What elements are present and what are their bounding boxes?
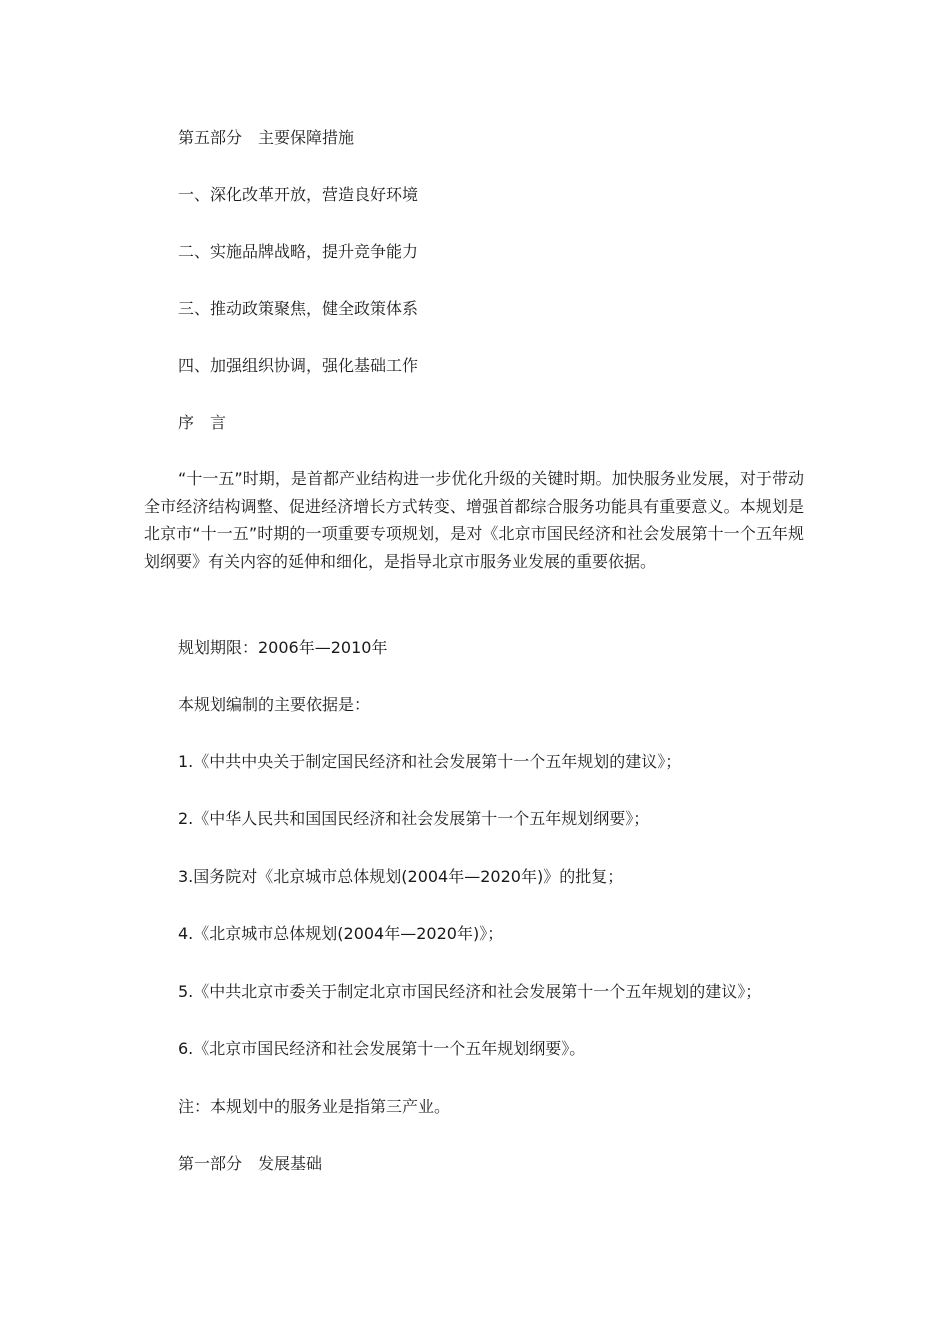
toc-item-2: 二、实施品牌战略，提升竞争能力 — [178, 242, 419, 261]
part1-heading: 第一部分 发展基础 — [178, 1154, 323, 1173]
toc-item-3: 三、推动政策聚焦，健全政策体系 — [178, 299, 419, 318]
toc-item-1: 一、深化改革开放，营造良好环境 — [178, 185, 419, 204]
basis-item-5: 5.《中共北京市委关于制定北京市国民经济和社会发展第十一个五年规划的建议》； — [178, 982, 762, 1001]
toc-part5-heading: 第五部分 主要保障措施 — [178, 128, 355, 147]
basis-item-3: 3.国务院对《北京城市总体规划(2004年—2020年)》的批复； — [178, 867, 624, 886]
toc-item-4: 四、加强组织协调，强化基础工作 — [178, 356, 419, 375]
basis-item-1: 1.《中共中央关于制定国民经济和社会发展第十一个五年规划的建议》； — [178, 752, 682, 771]
scope-note: 注：本规划中的服务业是指第三产业。 — [178, 1097, 451, 1116]
basis-item-6: 6.《北京市国民经济和社会发展第十一个五年规划纲要》。 — [178, 1039, 586, 1058]
planning-period: 规划期限：2006年—2010年 — [178, 638, 388, 657]
basis-item-4: 4.《北京城市总体规划(2004年—2020年)》； — [178, 924, 504, 943]
preface-body — [144, 465, 804, 575]
basis-item-2: 2.《中华人民共和国国民经济和社会发展第十一个五年规划纲要》； — [178, 809, 650, 828]
basis-intro: 本规划编制的主要依据是： — [178, 695, 371, 714]
preface-body-text: “十一五”时期，是首都产业结构进一步优化升级的关键时期。加快服务业发展，对于带动全市经济结构调整、促进经济增长方式转变、增强首都综合服务功能具有重要意义。本规划是北京市“十一五”时期的一项重要专项规划，是对《北京市国民经济和社会发展第十一个五年规划纲要》有关内容的延伸和细化，是指导北京市服务业发展的重要依据。 — [144, 469, 804, 571]
preface-heading: 序 言 — [178, 413, 227, 432]
